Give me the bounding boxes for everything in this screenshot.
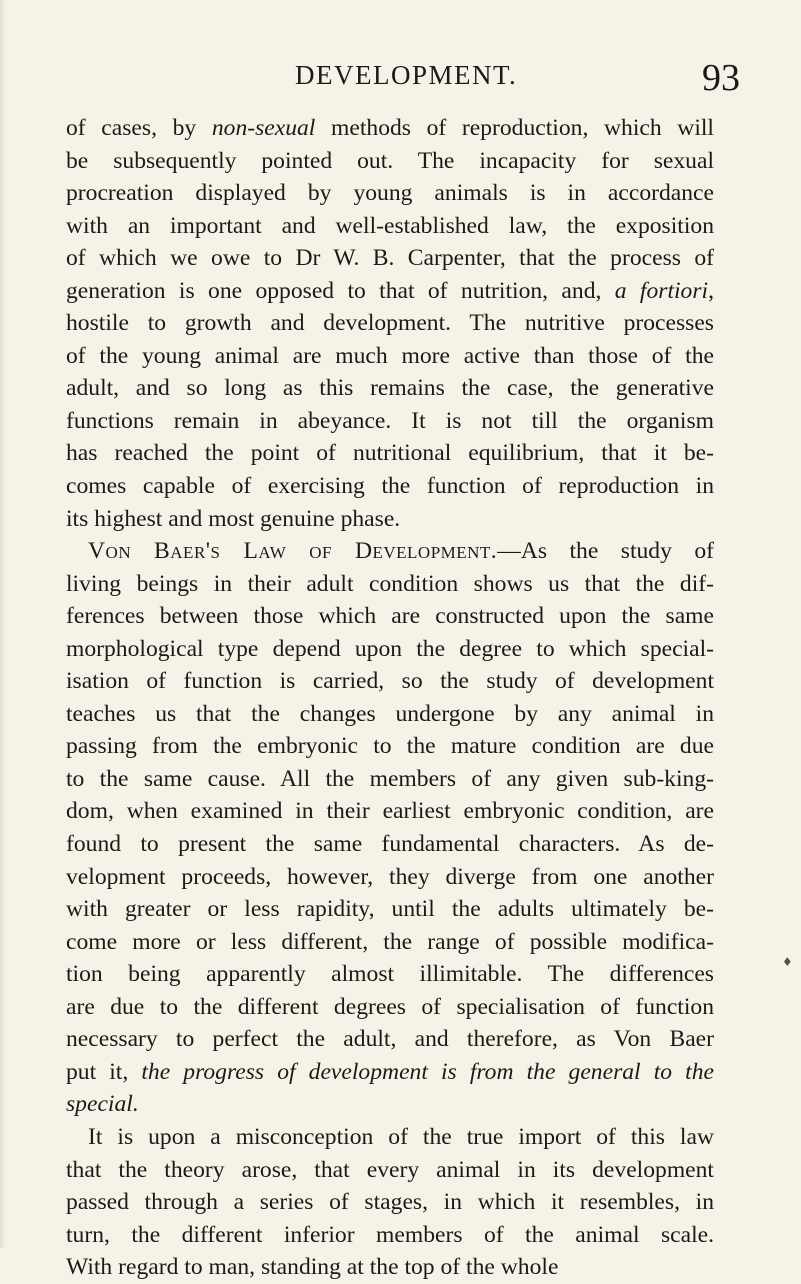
text-span: teaches us that the changes undergone by any animal in <box>66 700 714 727</box>
text-line <box>66 470 714 503</box>
italic-text: non-sexual <box>211 115 316 141</box>
section-heading: Von Baer's Law of Development. <box>88 538 498 565</box>
italic-text: special. <box>66 1091 139 1118</box>
page-edge <box>0 0 6 1248</box>
text-span: passed through a series of stages, in which it resembles, in <box>66 1189 714 1216</box>
text-span: tion being apparently almost illimitable. The differences <box>66 961 714 988</box>
text-line <box>66 1186 714 1219</box>
text-line <box>66 112 714 145</box>
text-span: that the theory arose, that every animal in its development <box>66 1156 714 1183</box>
text-span: velopment proceeds, however, they diverge from one another <box>66 863 714 890</box>
text-span: come more or less different, the range of possible modifica- <box>66 928 714 955</box>
text-line <box>66 275 714 308</box>
text-line <box>66 958 714 991</box>
text-line <box>66 665 714 698</box>
text-line <box>66 1056 714 1089</box>
text-line <box>66 307 714 340</box>
text-line <box>66 568 714 601</box>
text-line <box>66 535 714 568</box>
text-span: functions remain in abeyance. It is not till the organism <box>66 407 714 434</box>
text-line <box>66 242 714 275</box>
text-span: —As the study of <box>497 538 714 565</box>
text-span: of which we owe to Dr W. B. Carpenter, that the process of <box>66 245 714 272</box>
text-line <box>66 210 714 243</box>
text-line <box>66 600 714 633</box>
text-line <box>66 1219 714 1252</box>
text-span: found to present the same fundamental characters. As de- <box>66 831 714 858</box>
text-span: procreation displayed by young animals is in accordance <box>66 180 714 207</box>
text-span: It is upon a misconception of the true import of this law <box>88 1123 714 1150</box>
text-line <box>66 340 714 373</box>
text-line <box>66 828 714 861</box>
text-line <box>66 145 714 178</box>
text-span: of cases, by <box>66 115 212 141</box>
text-line <box>66 405 714 438</box>
text-span: adult, and so long as this remains the case, the generative <box>66 375 714 402</box>
text-line <box>66 763 714 796</box>
text-line <box>66 1121 714 1154</box>
body-text <box>66 112 714 1284</box>
text-span: generation is one opposed to that of nutrition, and, <box>66 277 615 304</box>
text-line <box>66 893 714 926</box>
text-line <box>66 372 714 405</box>
text-span: are due to the different degrees of specialisation of function <box>66 993 714 1020</box>
text-line <box>66 1088 714 1121</box>
text-line <box>66 795 714 828</box>
text-span: dom, when examined in their earliest embryonic condition, are <box>66 798 714 825</box>
text-span: methods of reproduction, which will <box>315 115 714 141</box>
text-span: necessary to perfect the adult, and therefore, as Von Baer <box>66 1026 714 1053</box>
text-span: turn, the different inferior members of the animal scale. <box>66 1221 714 1248</box>
text-line <box>66 1251 714 1284</box>
text-line <box>66 926 714 959</box>
text-span: hostile to growth and development. The nutritive processes <box>66 310 714 337</box>
text-span: comes capable of exercising the function of reproduction in <box>66 473 714 500</box>
text-span: its highest and most genuine phase. <box>66 505 401 532</box>
margin-mark-icon: ♦ <box>782 955 793 969</box>
text-span: living beings in their adult condition shows us that the dif- <box>66 570 714 597</box>
text-span: put it, <box>66 1058 142 1085</box>
italic-text: a fortiori <box>614 277 709 304</box>
page-number: 93 <box>702 57 740 99</box>
text-span: with greater or less rapidity, until the adults ultimately be- <box>66 896 714 923</box>
text-line <box>66 991 714 1024</box>
text-span: With regard to man, standing at the top of the whole <box>66 1254 559 1281</box>
text-span: morphological type depend upon the degree to which special- <box>66 635 714 662</box>
italic-text: the progress of development is from the general to the <box>141 1058 714 1085</box>
text-line <box>66 503 714 536</box>
text-span: passing from the embryonic to the mature condition are due <box>66 733 714 760</box>
text-span: be subsequently pointed out. The incapacity for sexual <box>66 147 714 174</box>
text-span: of the young animal are much more active than those of the <box>66 342 714 369</box>
text-span: to the same cause. All the members of any given sub-king- <box>66 765 714 792</box>
text-line <box>66 1154 714 1187</box>
text-span: isation of function is carried, so the study of development <box>66 668 714 695</box>
text-line <box>66 730 714 763</box>
text-line <box>66 633 714 666</box>
text-span: ferences between those which are constructed upon the same <box>66 603 714 630</box>
page-header <box>60 57 740 100</box>
text-span: with an important and well-established law, the exposition <box>66 212 714 239</box>
running-title: DEVELOPMENT. <box>295 60 518 90</box>
text-line <box>66 861 714 894</box>
text-span: , <box>708 277 714 304</box>
text-line <box>66 698 714 731</box>
text-line <box>66 1023 714 1056</box>
text-span: has reached the point of nutritional equilibrium, that it be- <box>66 440 714 467</box>
text-line <box>66 437 714 470</box>
text-line <box>66 177 714 210</box>
